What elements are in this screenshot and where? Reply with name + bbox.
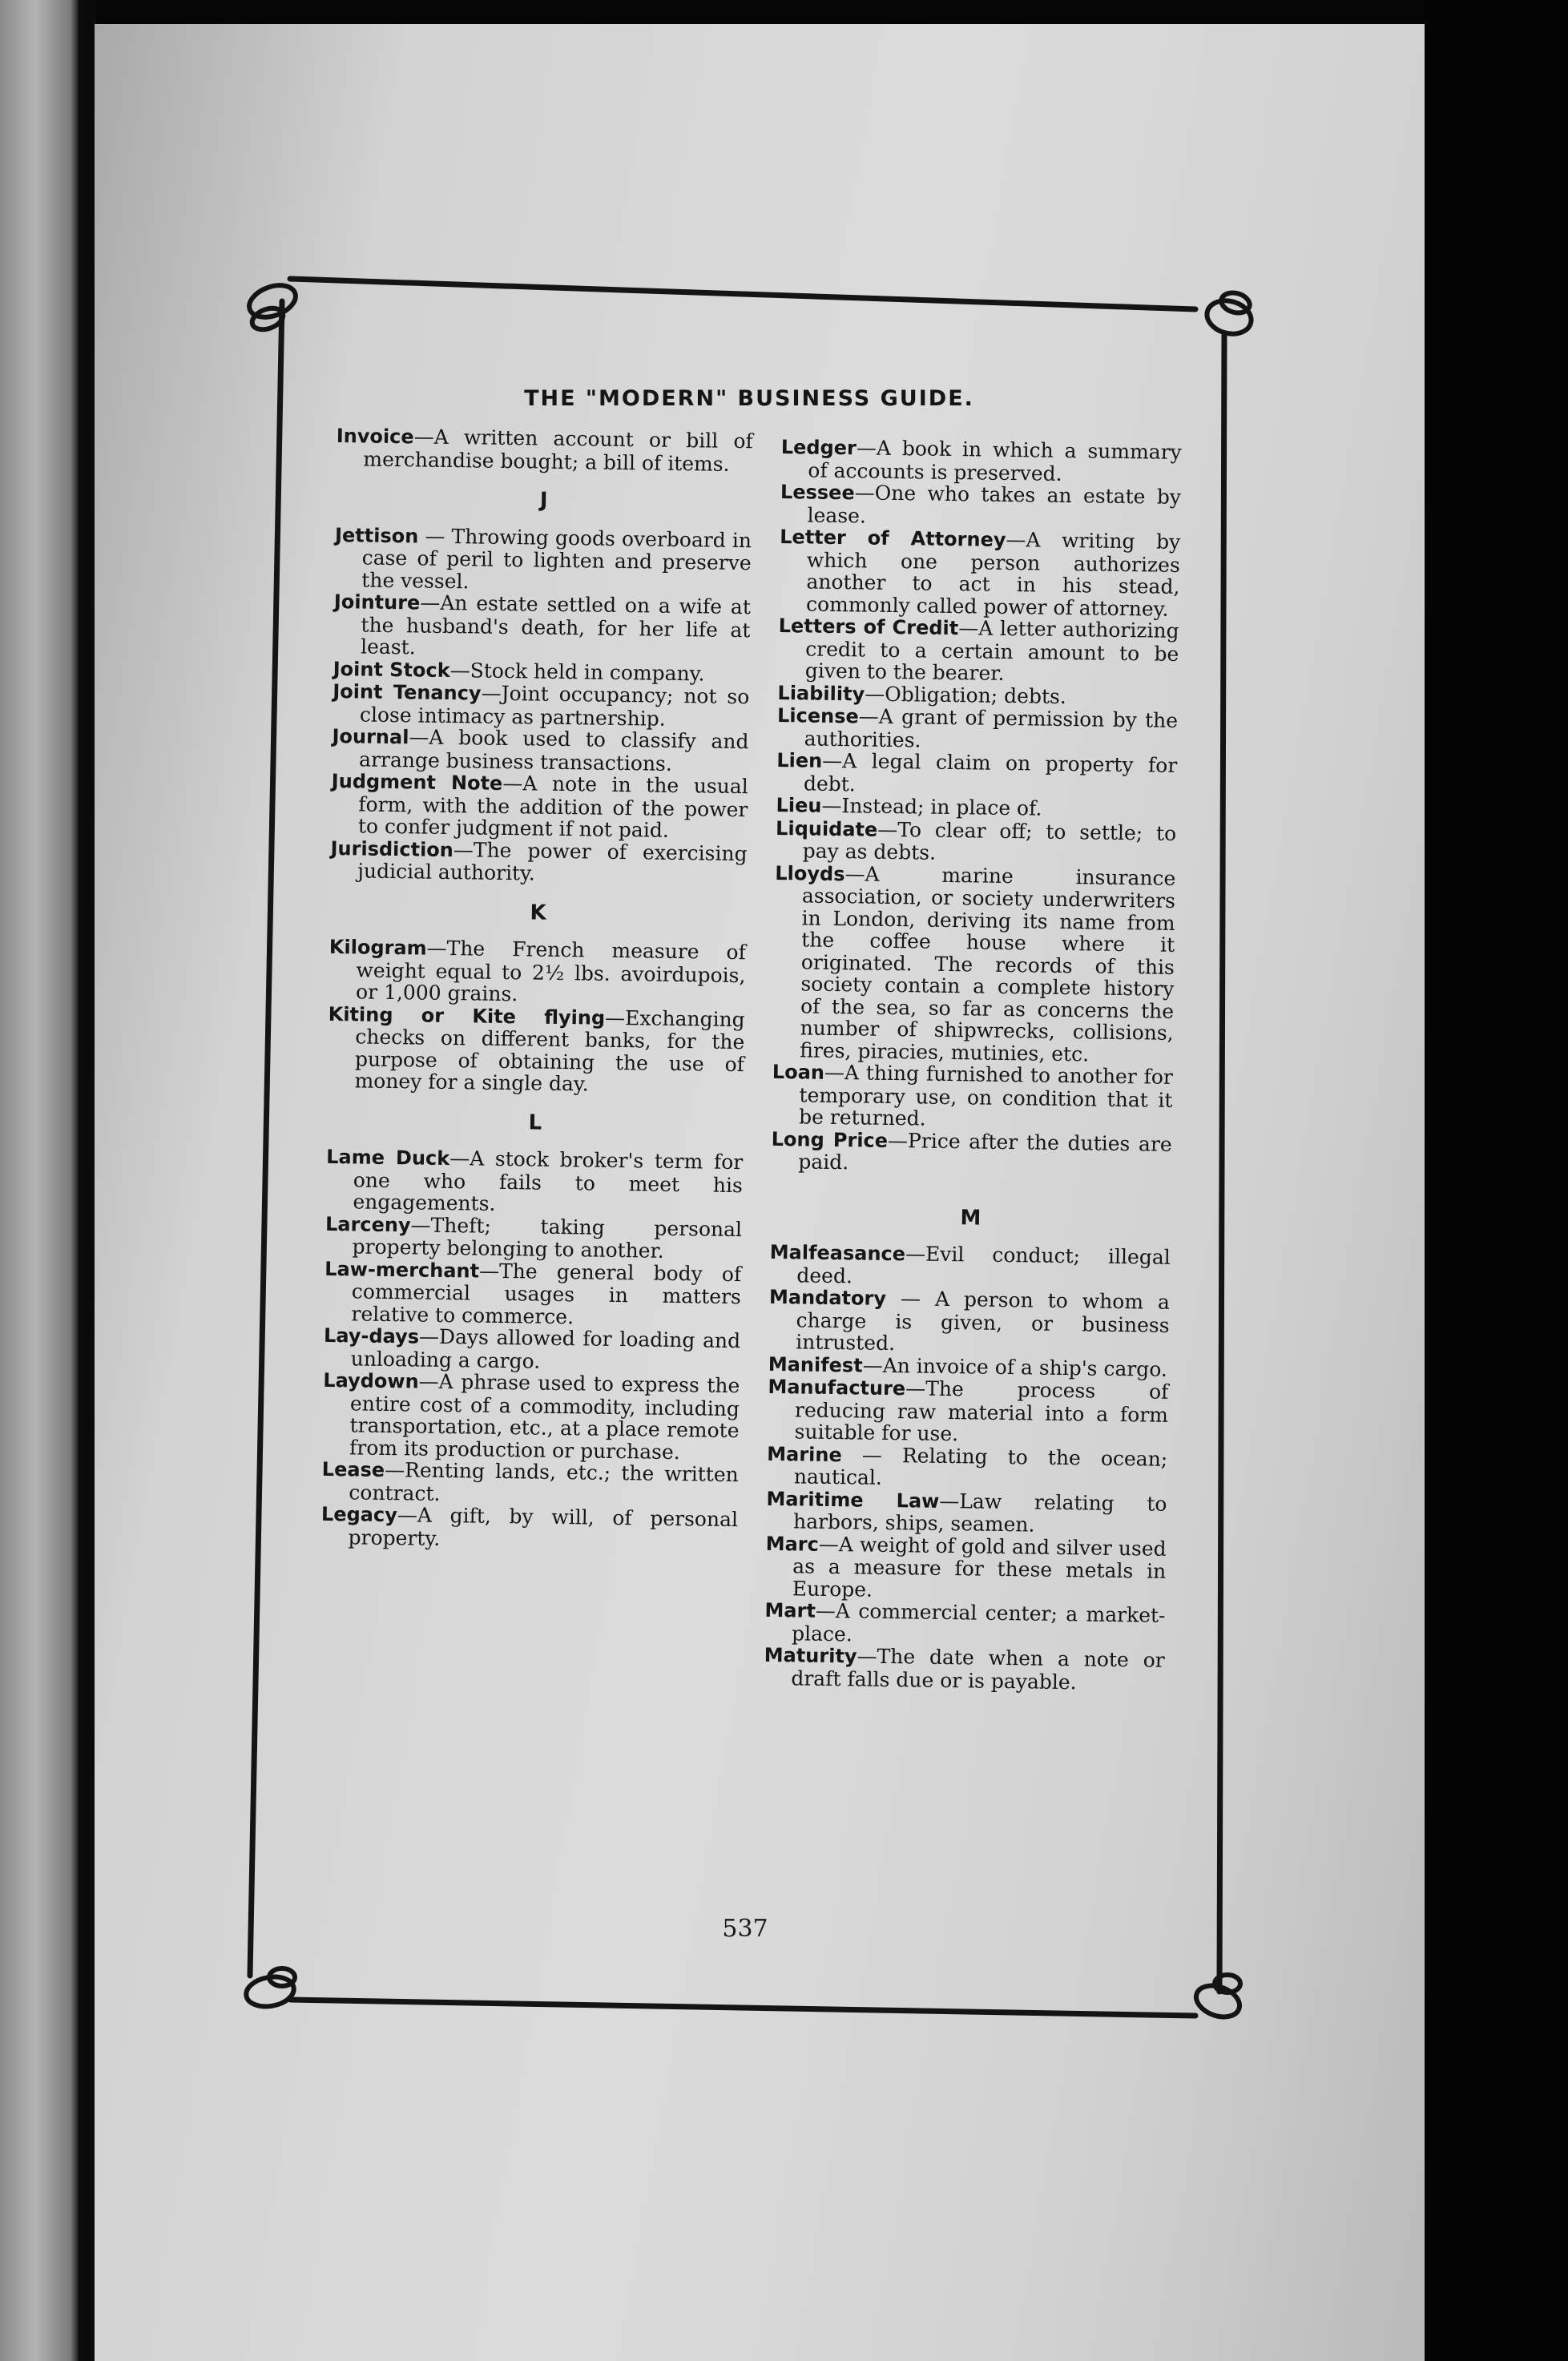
glossary-entry (325, 1146, 743, 1219)
glossary-term: Lien (776, 748, 823, 772)
glossary-definition: —Joint occupancy; not so close intimacy as partnership. (359, 681, 750, 731)
glossary-entry (780, 481, 1181, 531)
glossary-term: Long Price (771, 1127, 889, 1152)
glossary-definition: —The French measure of weight equal to 2½ lbs. avoirdupois, or 1,000 grains. (355, 936, 747, 1006)
glossary-term: Ledger (780, 436, 857, 460)
glossary-definition: —Law relating to harbors, ships, seamen. (792, 1489, 1167, 1537)
glossary-definition: —A book in which a summary of accounts is preserved. (808, 436, 1182, 485)
glossary-entry (780, 436, 1182, 486)
glossary-entry (333, 680, 750, 731)
glossary-term: Judgment Note (331, 769, 503, 795)
glossary-term: Letters of Credit (778, 614, 959, 640)
glossary-entry (321, 1458, 739, 1509)
glossary-entry (336, 425, 753, 475)
glossary-term: Lay-days (323, 1324, 420, 1348)
glossary-definition: — Relating to the ocean; nautical. (793, 1442, 1168, 1489)
glossary-term: Laydown (323, 1368, 419, 1393)
glossary-definition: —A writing by which one person authorizes another to act in his stead, commonly called power of attorney. (805, 527, 1181, 621)
glossary-definition: —A note in the usual form, with the addition of the power to confer judgment if not paid. (357, 771, 748, 842)
glossary-term: Liquidate (775, 816, 878, 841)
glossary-entry (771, 1127, 1172, 1178)
glossary-entry (322, 1369, 740, 1464)
glossary-entry (767, 1376, 1168, 1448)
glossary-definition: —The process of reducing raw material into a form suitable for use. (794, 1376, 1169, 1446)
glossary-definition: —A weight of gold and silver used as a measure for these metals in Europe. (792, 1532, 1167, 1602)
glossary-term: Maturity (764, 1643, 857, 1668)
glossary-definition: —A gift, by will, of personal property. (348, 1503, 739, 1550)
glossary-term: Lease (321, 1457, 385, 1481)
glossary-entry (764, 1599, 1166, 1650)
glossary-entry (324, 1257, 741, 1330)
glossary-definition: —A grant of permission by the authorities. (804, 704, 1179, 751)
glossary-entry (765, 1532, 1167, 1604)
glossary-entry (776, 816, 1177, 867)
glossary-entry (324, 1212, 742, 1263)
glossary-entry (767, 1442, 1168, 1493)
glossary-term: Mandatory (768, 1285, 887, 1310)
glossary-term: Invoice (336, 425, 414, 449)
glossary-term: Lloyds (775, 861, 845, 885)
glossary-entry (778, 614, 1179, 687)
glossary-term: Marine (767, 1442, 842, 1466)
glossary-term: Lieu (776, 793, 822, 817)
glossary-definition: —Price after the duties are paid. (798, 1128, 1172, 1174)
glossary-term: License (776, 703, 859, 728)
glossary-term: Manifest (768, 1352, 863, 1377)
glossary-definition: —A commercial center; a market-place. (791, 1598, 1166, 1646)
glossary-term: Jettison (334, 523, 419, 547)
book-spine (79, 0, 96, 2361)
glossary-entry (769, 1241, 1171, 1291)
glossary-definition: —Obligation; debts. (865, 681, 1066, 708)
glossary-entry (776, 749, 1178, 800)
glossary-term: Maritime Law (766, 1487, 940, 1513)
glossary-definition: —Theft; taking personal property belonging to another. (352, 1212, 743, 1263)
glossary-term: Marc (765, 1532, 820, 1556)
glossary-definition: —A stock broker's term for one who fails to meet his engagements. (353, 1146, 744, 1215)
glossary-definition: —The general body of commercial usages in matters relative to commerce. (351, 1259, 742, 1328)
glossary-entry (334, 523, 752, 596)
glossary-entry (779, 526, 1181, 620)
glossary-term: Mart (764, 1598, 816, 1622)
glossary-entry (324, 1324, 741, 1375)
glossary-entry (766, 1487, 1167, 1537)
glossary-term: Joint Tenancy (333, 679, 482, 705)
right-column (764, 436, 1182, 1694)
glossary-definition: —Instead; in place of. (821, 793, 1042, 820)
glossary-term: Legacy (320, 1502, 398, 1527)
left-column (320, 425, 753, 1553)
glossary-entry (327, 1002, 744, 1097)
glossary-term: Manufacture (768, 1375, 906, 1400)
glossary-definition: —A phrase used to express the entire cost of a commodity, including transportation, etc., at a place remote from its production or purchase. (349, 1369, 740, 1464)
glossary-entry (772, 861, 1175, 1066)
dark-background (1425, 0, 1568, 2361)
section-letter: M (960, 1205, 982, 1231)
glossary-term: Kiting or Kite flying (328, 1002, 606, 1029)
glossary-definition: —A letter authorizing credit to a certain amount to be given to the bearer. (804, 616, 1179, 685)
glossary-entry (777, 704, 1179, 755)
glossary-entry (330, 836, 748, 887)
glossary-definition: —The date when a note or draft falls due or is payable. (791, 1644, 1165, 1694)
glossary-term: Loan (772, 1060, 825, 1084)
glossary-term: Jointure (333, 590, 421, 614)
glossary-term: Larceny (324, 1212, 411, 1236)
glossary-definition: —A legal claim on property for debt. (803, 748, 1178, 796)
glossary-definition: —A book used to classify and arrange business transactions. (358, 725, 749, 776)
page-number: 537 (722, 1915, 768, 1943)
glossary-definition: —To clear off; to settle; to pay as debts. (802, 817, 1177, 864)
glossary-term: Law-merchant (324, 1257, 480, 1283)
glossary-term: Liability (777, 681, 865, 705)
glossary-definition: —A written account or bill of merchandise bought; a bill of items. (363, 425, 753, 476)
previous-page-edge (0, 0, 79, 2361)
glossary-definition: —Exchanging checks on different banks, for the purpose of obtaining the use of money for a single day. (354, 1005, 745, 1096)
glossary-definition: —An estate settled on a wife at the husband's death, for her life at least. (360, 590, 752, 659)
glossary-definition: —Renting lands, etc.; the written contract. (349, 1457, 739, 1505)
glossary-entry (329, 936, 746, 1009)
glossary-definition: —A marine insurance association, or society underwriters in London, deriving its name from the coffee house where it originated. The records of this society contain a complete history of the sea, so far as concerns the number of shipwrecks, collisions, fires, piracies, mutinies, etc. (800, 861, 1176, 1066)
glossary-definition: —An invoice of a ship's cargo. (862, 1353, 1168, 1381)
glossary-definition: —A thing furnished to another for temporary use, on condition that it be returned. (798, 1060, 1174, 1130)
glossary-term: Letter of Attorney (780, 525, 1006, 551)
glossary-definition: — Throwing goods overboard in case of peril to lighten and preserve the vessel. (361, 523, 752, 593)
glossary-entry (768, 1286, 1170, 1358)
glossary-term: Kilogram (329, 935, 427, 960)
glossary-term: Jurisdiction (330, 836, 454, 861)
glossary-entry (772, 1061, 1173, 1133)
section-letter: J (539, 488, 548, 513)
glossary-term: Joint Stock (333, 657, 450, 682)
glossary-definition: —Evil conduct; illegal deed. (796, 1242, 1171, 1287)
glossary-term: Lessee (780, 480, 855, 505)
page-heading: THE "MODERN" BUSINESS GUIDE. (524, 386, 974, 411)
glossary-term: Malfeasance (769, 1240, 906, 1266)
glossary-entry (320, 1503, 738, 1553)
glossary-definition: —Days allowed for loading and unloading a cargo. (350, 1324, 741, 1373)
glossary-definition: — A person to whom a charge is given, or business intrusted. (796, 1286, 1171, 1356)
glossary-definition: —One who takes an estate by lease. (807, 481, 1182, 527)
glossary-term: Lame Duck (326, 1145, 450, 1170)
section-letter: L (528, 1110, 542, 1135)
glossary-term: Journal (332, 724, 409, 749)
glossary-entry (333, 590, 751, 663)
section-letter: K (530, 900, 546, 925)
glossary-entry (764, 1644, 1165, 1694)
glossary-entry (332, 725, 749, 776)
glossary-entry (331, 770, 748, 843)
glossary-definition: —The power of exercising judicial authority. (357, 837, 748, 885)
glossary-definition: —Stock held in company. (449, 658, 705, 685)
